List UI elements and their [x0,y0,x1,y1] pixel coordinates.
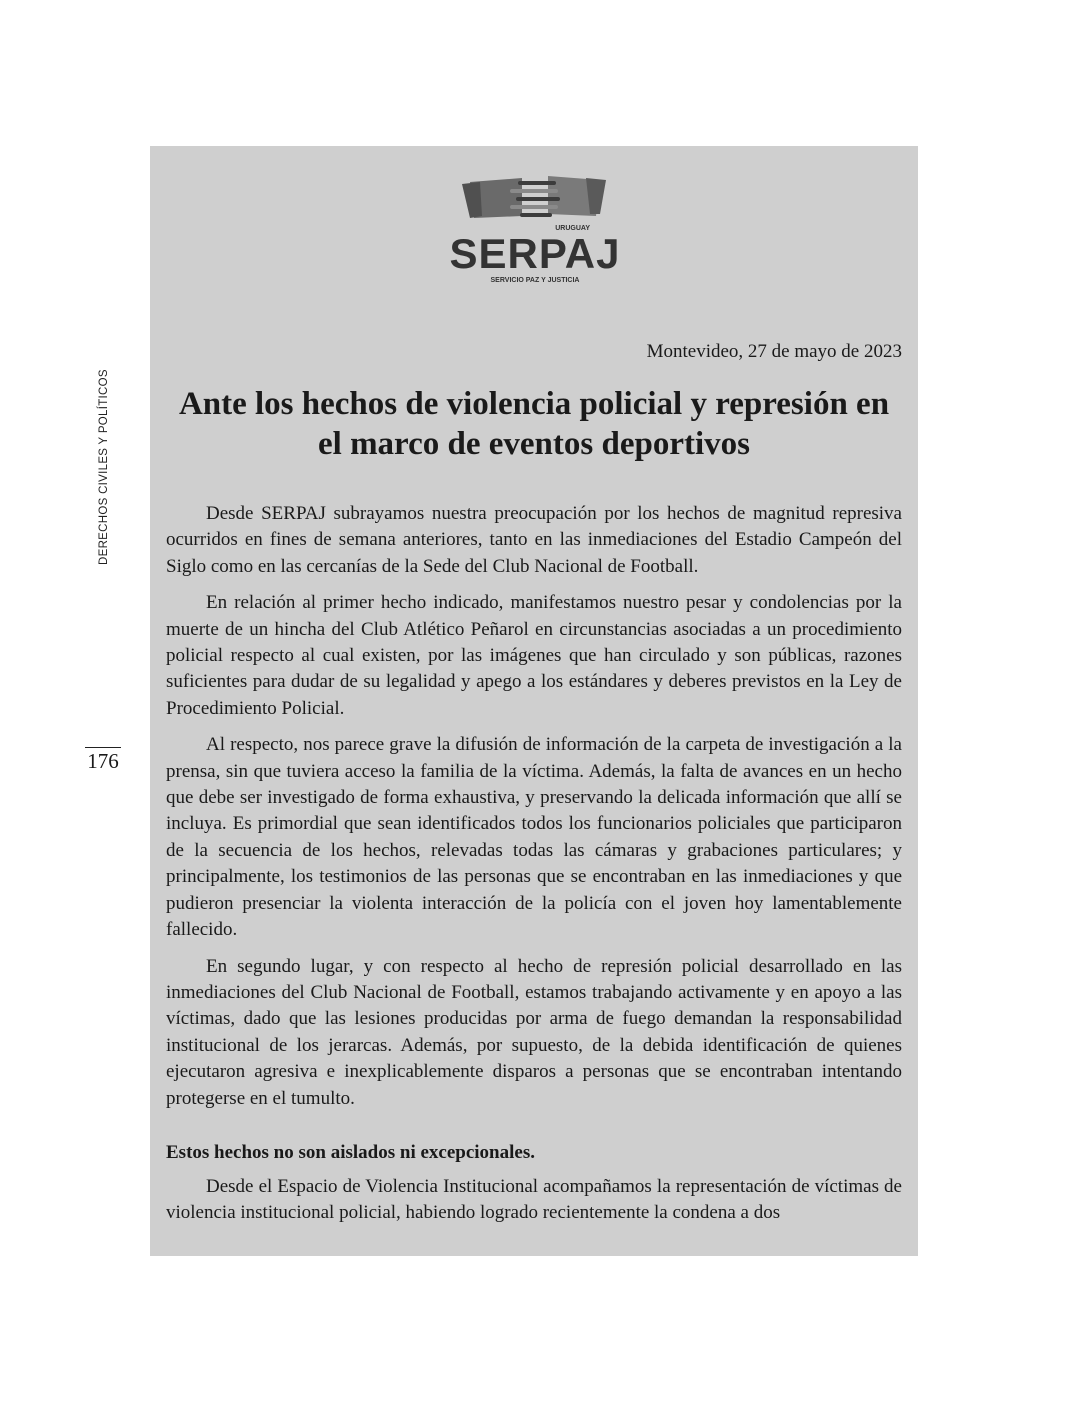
body-paragraph: En relación al primer hecho indicado, manifestamos nuestro pesar y condolencias por la muerte de un hincha del Club Atlético Peñarol en circunstancias asociadas a un procedimiento policial respecto al cual existen, por las imágenes que han circulado y son públicas, razones suficientes para dudar de su legalidad y apego a los estándares y deberes previstos en la Ley de Procedimiento Policial. [166,592,902,719]
statement-title: Ante los hechos de violencia policial y represión en el marco de eventos deportivos [178,386,890,462]
svg-text:SERVICIO PAZ Y JUSTICIA: SERVICIO PAZ Y JUSTICIA [490,277,580,284]
body-paragraph: En segundo lugar, y con respecto al hecho de represión policial desarrollado en las inmediaciones del Club Nacional de Football, estamos trabajando activamente y en apoyo a las víctimas, dado que las lesiones producidas por arma de fuego demandan la responsabilidad institucional de los jerarcas. Además, por supuesto, de la debida identificación de quienes ejecutaron agresiva e inexplicablemente disparos a personas que se encontraban intentando protegerse en el tumulto. [166,955,902,1109]
page-number: 176 [87,749,119,773]
body-paragraph: Al respecto, nos parece grave la difusión de información de la carpeta de investigación a la prensa, sin que tuviera acceso la familia de la víctima. Además, la falta de avances en un hecho que debe ser investigado de forma exhaustiva, y preservando la delicada información que allí se incluya. Es primordial que sean identificados todos los funcionarios policiales que participaron de la secuencia de los hechos, relevadas todas las cámaras y grabaciones particulares; y principalmente, los testimonios de las personas que se encontraban en las inmediaciones y que pudieron presenciar la violenta interacción de la policía con el joven hoy lamentablemente fallecido. [166,734,902,941]
page-number-rule [85,747,121,748]
hands-icon [440,168,630,288]
body-paragraph: Desde SERPAJ subrayamos nuestra preocupación por los hechos de magnitud represiva ocurridos en fines de semana anteriores, tanto en las inmediaciones del Estadio Campeón del Siglo como en las cercanías de la Sede del Club Nacional de Football. [166,503,902,577]
statement-body [166,501,902,1237]
svg-text:URUGUAY: URUGUAY [555,225,590,232]
section-subheading: Estos hechos no son aislados ni excepcionales. [166,1141,535,1163]
statement-date: Montevideo, 27 de mayo de 2023 [646,341,902,362]
statement-panel [150,146,918,1256]
running-section-label: DERECHOS CIVILES Y POLÍTICOS [98,369,110,565]
serpaj-logo [440,168,630,288]
svg-text:SERPAJ: SERPAJ [449,230,621,277]
body-paragraph: Desde el Espacio de Violencia Institucional acompañamos la representación de víctimas de violencia institucional policial, habiendo logrado recientemente la condena a dos [166,1175,902,1224]
